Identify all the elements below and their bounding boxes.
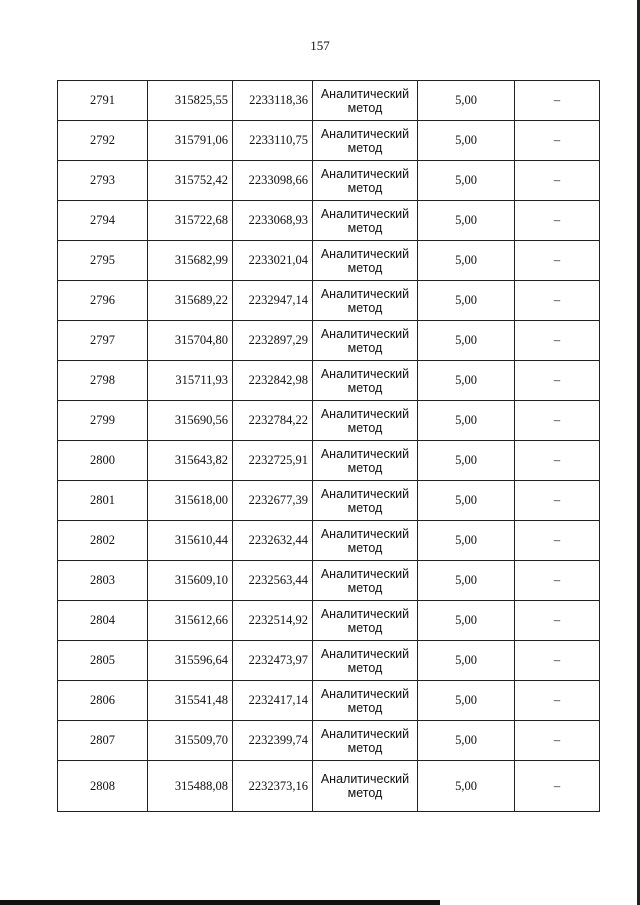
x-coordinate-cell: 315752,42 (148, 161, 233, 201)
note-cell: – (515, 561, 600, 601)
point-number-cell: 2802 (58, 521, 148, 561)
point-number-cell: 2791 (58, 81, 148, 121)
note-cell: – (515, 721, 600, 761)
point-number-cell: 2800 (58, 441, 148, 481)
x-coordinate-cell: 315643,82 (148, 441, 233, 481)
scan-edge-bottom (0, 900, 440, 905)
table-row (58, 201, 600, 241)
accuracy-cell: 5,00 (418, 481, 515, 521)
method-cell: Аналитический метод (313, 601, 418, 641)
table-row (58, 761, 600, 812)
y-coordinate-cell: 2232399,74 (233, 721, 313, 761)
x-coordinate-cell: 315689,22 (148, 281, 233, 321)
point-number-cell: 2801 (58, 481, 148, 521)
note-cell: – (515, 321, 600, 361)
note-cell: – (515, 241, 600, 281)
table-row (58, 241, 600, 281)
table-row (58, 361, 600, 401)
accuracy-cell: 5,00 (418, 441, 515, 481)
note-cell: – (515, 401, 600, 441)
table-body (58, 81, 600, 812)
point-number-cell: 2803 (58, 561, 148, 601)
y-coordinate-cell: 2232473,97 (233, 641, 313, 681)
note-cell: – (515, 441, 600, 481)
note-cell: – (515, 281, 600, 321)
y-coordinate-cell: 2232784,22 (233, 401, 313, 441)
y-coordinate-cell: 2232514,92 (233, 601, 313, 641)
table-row (58, 281, 600, 321)
y-coordinate-cell: 2232563,44 (233, 561, 313, 601)
x-coordinate-cell: 315618,00 (148, 481, 233, 521)
x-coordinate-cell: 315541,48 (148, 681, 233, 721)
point-number-cell: 2807 (58, 721, 148, 761)
method-cell: Аналитический метод (313, 401, 418, 441)
accuracy-cell: 5,00 (418, 121, 515, 161)
x-coordinate-cell: 315612,66 (148, 601, 233, 641)
point-number-cell: 2799 (58, 401, 148, 441)
y-coordinate-cell: 2233118,36 (233, 81, 313, 121)
table-row (58, 441, 600, 481)
x-coordinate-cell: 315711,93 (148, 361, 233, 401)
y-coordinate-cell: 2232947,14 (233, 281, 313, 321)
point-number-cell: 2793 (58, 161, 148, 201)
x-coordinate-cell: 315509,70 (148, 721, 233, 761)
table-row (58, 681, 600, 721)
y-coordinate-cell: 2232677,39 (233, 481, 313, 521)
method-cell: Аналитический метод (313, 161, 418, 201)
accuracy-cell: 5,00 (418, 81, 515, 121)
table-row (58, 561, 600, 601)
page-number: 157 (310, 38, 330, 53)
method-cell: Аналитический метод (313, 561, 418, 601)
note-cell: – (515, 521, 600, 561)
table-row (58, 321, 600, 361)
method-cell: Аналитический метод (313, 441, 418, 481)
y-coordinate-cell: 2232897,29 (233, 321, 313, 361)
accuracy-cell: 5,00 (418, 401, 515, 441)
method-cell: Аналитический метод (313, 681, 418, 721)
y-coordinate-cell: 2232373,16 (233, 761, 313, 812)
x-coordinate-cell: 315722,68 (148, 201, 233, 241)
method-cell: Аналитический метод (313, 241, 418, 281)
note-cell: – (515, 361, 600, 401)
note-cell: – (515, 761, 600, 812)
y-coordinate-cell: 2232725,91 (233, 441, 313, 481)
table-row (58, 721, 600, 761)
accuracy-cell: 5,00 (418, 601, 515, 641)
table-row (58, 521, 600, 561)
note-cell: – (515, 81, 600, 121)
point-number-cell: 2806 (58, 681, 148, 721)
table-row (58, 121, 600, 161)
x-coordinate-cell: 315690,56 (148, 401, 233, 441)
method-cell: Аналитический метод (313, 321, 418, 361)
accuracy-cell: 5,00 (418, 281, 515, 321)
method-cell: Аналитический метод (313, 121, 418, 161)
point-number-cell: 2797 (58, 321, 148, 361)
note-cell: – (515, 201, 600, 241)
method-cell: Аналитический метод (313, 201, 418, 241)
coordinates-table (57, 80, 600, 812)
x-coordinate-cell: 315825,55 (148, 81, 233, 121)
method-cell: Аналитический метод (313, 481, 418, 521)
table-row (58, 161, 600, 201)
accuracy-cell: 5,00 (418, 361, 515, 401)
accuracy-cell: 5,00 (418, 561, 515, 601)
y-coordinate-cell: 2233098,66 (233, 161, 313, 201)
method-cell: Аналитический метод (313, 641, 418, 681)
note-cell: – (515, 161, 600, 201)
method-cell: Аналитический метод (313, 521, 418, 561)
point-number-cell: 2794 (58, 201, 148, 241)
note-cell: – (515, 601, 600, 641)
point-number-cell: 2804 (58, 601, 148, 641)
table-row (58, 481, 600, 521)
note-cell: – (515, 481, 600, 521)
table-row (58, 641, 600, 681)
point-number-cell: 2805 (58, 641, 148, 681)
accuracy-cell: 5,00 (418, 201, 515, 241)
y-coordinate-cell: 2233068,93 (233, 201, 313, 241)
method-cell: Аналитический метод (313, 281, 418, 321)
x-coordinate-cell: 315609,10 (148, 561, 233, 601)
note-cell: – (515, 681, 600, 721)
method-cell: Аналитический метод (313, 721, 418, 761)
table-row (58, 401, 600, 441)
accuracy-cell: 5,00 (418, 641, 515, 681)
method-cell: Аналитический метод (313, 761, 418, 812)
x-coordinate-cell: 315488,08 (148, 761, 233, 812)
x-coordinate-cell: 315704,80 (148, 321, 233, 361)
method-cell: Аналитический метод (313, 361, 418, 401)
note-cell: – (515, 121, 600, 161)
accuracy-cell: 5,00 (418, 721, 515, 761)
x-coordinate-cell: 315791,06 (148, 121, 233, 161)
point-number-cell: 2795 (58, 241, 148, 281)
note-cell: – (515, 641, 600, 681)
accuracy-cell: 5,00 (418, 521, 515, 561)
point-number-cell: 2798 (58, 361, 148, 401)
accuracy-cell: 5,00 (418, 161, 515, 201)
y-coordinate-cell: 2233021,04 (233, 241, 313, 281)
accuracy-cell: 5,00 (418, 321, 515, 361)
point-number-cell: 2808 (58, 761, 148, 812)
point-number-cell: 2792 (58, 121, 148, 161)
method-cell: Аналитический метод (313, 81, 418, 121)
accuracy-cell: 5,00 (418, 761, 515, 812)
y-coordinate-cell: 2232632,44 (233, 521, 313, 561)
x-coordinate-cell: 315682,99 (148, 241, 233, 281)
table-row (58, 601, 600, 641)
x-coordinate-cell: 315610,44 (148, 521, 233, 561)
y-coordinate-cell: 2232842,98 (233, 361, 313, 401)
y-coordinate-cell: 2233110,75 (233, 121, 313, 161)
accuracy-cell: 5,00 (418, 681, 515, 721)
table-row (58, 81, 600, 121)
point-number-cell: 2796 (58, 281, 148, 321)
x-coordinate-cell: 315596,64 (148, 641, 233, 681)
y-coordinate-cell: 2232417,14 (233, 681, 313, 721)
accuracy-cell: 5,00 (418, 241, 515, 281)
